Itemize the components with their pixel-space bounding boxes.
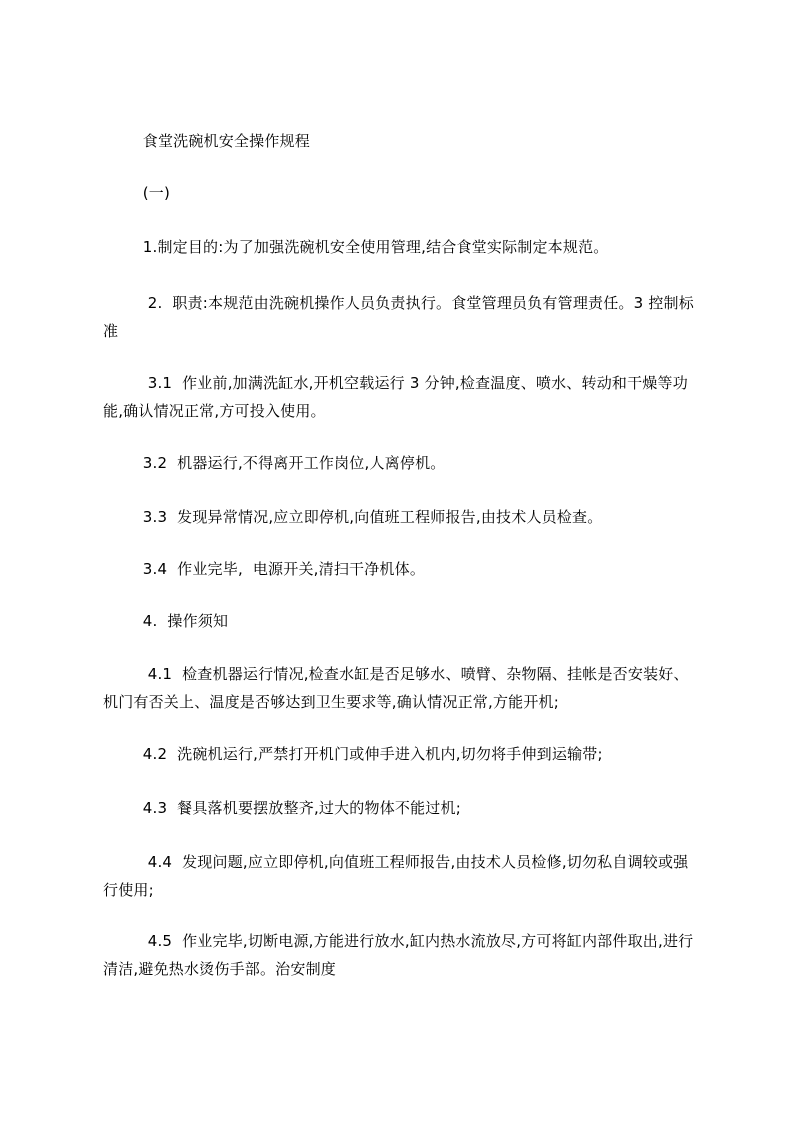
- paragraph-4-3: 4.3 餐具落机要摆放整齐,过大的物体不能过机;: [103, 799, 461, 817]
- paragraph-responsibility: 2. 职责:本规范由洗碗机操作人员负责执行。食堂管理员负有管理责任。3 控制标准: [103, 294, 694, 340]
- paragraph-3-2: 3.2 机器运行,不得离开工作岗位,人离停机。: [103, 454, 446, 472]
- document-title: 食堂洗碗机安全操作规程: [103, 132, 310, 150]
- paragraph-4-4: 4.4 发现问题,应立即停机,向值班工程师报告,由技术人员检修,切勿私自调较或强行使用;: [103, 853, 689, 899]
- paragraph-4-1: 4.1 检查机器运行情况,检查水缸是否足够水、喷臂、杂物隔、挂帐是否安装好、机门有否关上、温度是否够达到卫生要求等,确认情况正常,方能开机;: [103, 665, 689, 711]
- paragraph-3-3: 3.3 发现异常情况,应立即停机,向值班工程师报告,由技术人员检查。: [103, 508, 603, 526]
- paragraph-3-4: 3.4 作业完毕, 电源开关,清扫干净机体。: [103, 560, 426, 578]
- paragraph-4-2: 4.2 洗碗机运行,严禁打开机门或伸手进入机内,切勿将手伸到运输带;: [103, 745, 603, 763]
- paragraph-4-heading: 4. 操作须知: [103, 612, 229, 630]
- paragraph-4-5: 4.5 作业完毕,切断电源,方能进行放水,缸内热水流放尽,方可将缸内部件取出,进行清洁,避免热水烫伤手部。治安制度: [103, 932, 694, 978]
- paragraph-3-1: 3.1 作业前,加满洗缸水,开机空载运行 3 分钟,检查温度、喷水、转动和干燥等功能,确认情况正常,方可投入使用。: [103, 374, 688, 420]
- section-marker: (一): [103, 184, 171, 202]
- paragraph-purpose: 1.制定目的:为了加强洗碗机安全使用管理,结合食堂实际制定本规范。: [103, 238, 609, 256]
